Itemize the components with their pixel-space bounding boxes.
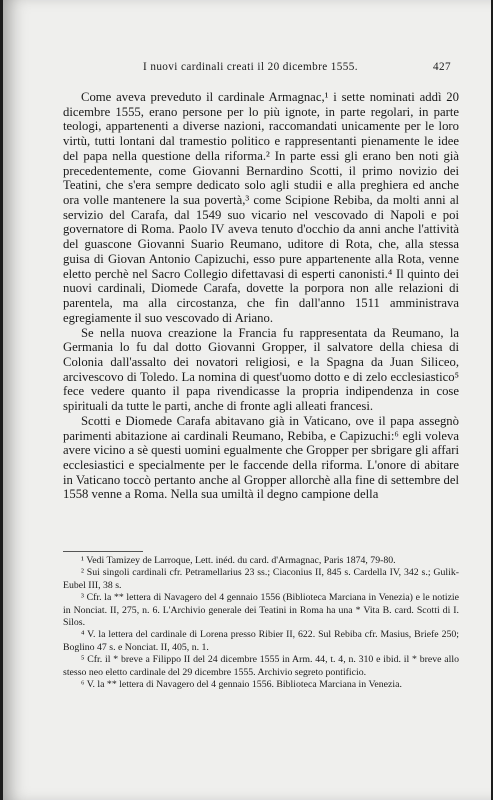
running-title: I nuovi cardinali creati il 20 dicembre 1555.	[143, 61, 358, 73]
footnote-2: ² Sui singoli cardinali cfr. Petramellarius 23 ss.; Ciaconius II, 845 s. Cardella IV, 342 s.; Gulik-Eubel III, 38 s.	[63, 567, 459, 591]
footnote-3: ³ Cfr. la ** lettera di Navagero del 4 gennaio 1556 (Biblioteca Marciana in Venezia) e le notizie in Nonciat. II, 275, n. 6. L'Archivio generale dei Teatini in Roma ha una * Vita B. card. Scotti di I. Silos.	[63, 592, 459, 629]
footnotes	[63, 555, 459, 691]
main-text	[63, 90, 459, 502]
book-page	[3, 0, 491, 800]
paragraph-1: Come aveva preveduto il cardinale Armagnac,¹ i sette nominati addì 20 dicembre 1555, erano persone per lo più ignote, in parte regolari, in parte teologi, appartenenti a diverse nazioni, raccomandati unicamente per le loro virtù, tutti lontani dal tramestio politico e rappresentanti pienamente le idee del papa nella questione della riforma.² In parte essi gli erano ben noti già precedentemente, come Giovanni Bernardino Scotti, il primo novizio dei Teatini, che s'era sempre dedicato solo agli studii e alla preghiera ed anche ora volle mantenere la sua povertà,³ come Scipione Rebiba, da molti anni al servizio del Carafa, dal 1549 suo vicario nel vescovado di Napoli e poi governatore di Roma. Paolo IV aveva tenuto d'occhio da anni anche l'attività del guascone Giovanni Suario Reumano, uditore di Rota, che, alla stessa guisa di Giovan Antonio Capizuchi, esso pure appartenente alla Rota, venne eletto perchè nel Sacro Collegio difettavasi di esperti canonisti.⁴ Il quinto dei nuovi cardinali, Diomede Carafa, dovette la porpora non alle relazioni di parentela, ma alla circostanza, che fin dall'anno 1511 amministrava egregiamente il suo vescovado di Ariano.	[63, 90, 459, 325]
footnote-6: ⁶ V. la ** lettera di Navagero del 4 gennaio 1556. Biblioteca Marciana in Venezia.	[81, 679, 402, 691]
footnote-separator	[63, 551, 143, 552]
paragraph-2: Se nella nuova creazione la Francia fu rappresentata da Reumano, la Germania lo fu dal dotto Giovanni Gropper, il salvatore della chiesa di Colonia dall'assalto dei novatori religiosi, e la Spagna da Juan Siliceo, arcivescovo di Toledo. La nomina di quest'uomo dotto e di zelo ecclesiastico⁵ fece vedere quanto il papa rivendicasse la propria indipendenza in cose spirituali da tutte le parti, anche di fronte agli alleati francesi.	[63, 325, 459, 414]
footnote-4: ⁴ V. la lettera del cardinale di Lorena presso Ribier II, 622. Sul Rebiba cfr. Masius, Briefe 250; Boglino 47 s. e Nonciat. II, 405, n. 1.	[63, 629, 459, 653]
running-header	[63, 61, 451, 75]
footnote-1: ¹ Vedi Tamizey de Larroque, Lett. inéd. du card. d'Armagnac, Paris 1874, 79-80.	[81, 555, 396, 566]
page-number: 427	[433, 61, 451, 73]
footnote-5: ⁵ Cfr. il * breve a Filippo II del 24 dicembre 1555 in Arm. 44, t. 4, n. 310 e ibid. il * breve allo stesso neo eletto cardinale del 29 dicembre 1555. Archivio segreto pontificio.	[63, 654, 459, 678]
paragraph-3: Scotti e Diomede Carafa abitavano già in Vaticano, ove il papa assegnò parimenti abitazione ai cardinali Reumano, Rebiba, e Capizuchi:⁶ egli voleva avere vicino a sè questi uomini egualmente che Gropper per sbrigare gli affari ecclesiastici e specialmente per le faccende della riforma. L'onore di abitare in Vaticano toccò pertanto anche al Gropper allorchè alla fine di settembre del 1558 venne a Roma. Nella sua umiltà il degno campione della	[63, 413, 459, 502]
